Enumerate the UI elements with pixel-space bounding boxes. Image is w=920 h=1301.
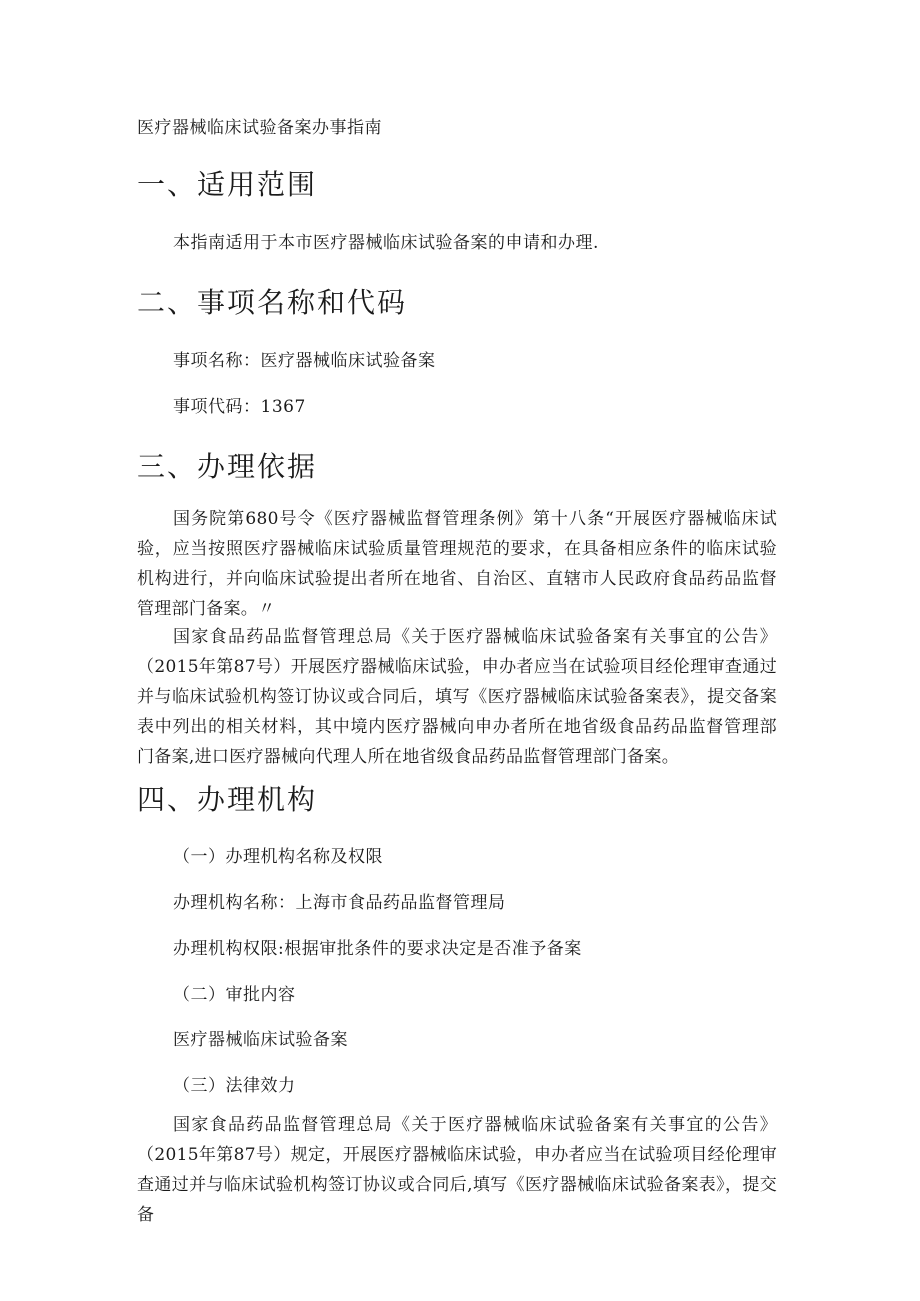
document-title: 医疗器械临床试验备案办事指南 xyxy=(137,118,382,138)
item-name-text: 事项名称：医疗器械临床试验备案 xyxy=(173,351,436,371)
legal-effect-paragraph: 国家食品药品监督管理总局《关于医疗器械临床试验备案有关事宜的公告》（2015年第87号）规定，开展医疗器械临床试验，申办者应当在试验项目经伦理审查通过并与临床试验机构签订协议或合同后,填写《医疗器械临床试验备案表》，提交备 xyxy=(137,1115,777,1225)
approval-content-text: 医疗器械临床试验备案 xyxy=(173,1030,348,1050)
subheading-agency-name: （一）办理机构名称及权限 xyxy=(173,847,383,867)
section-heading-item-name-code: 二、事项名称和代码 xyxy=(137,286,408,319)
section-heading-basis: 三、办理依据 xyxy=(137,450,318,483)
section-heading-scope: 一、适用范围 xyxy=(137,168,318,201)
item-code-text: 事项代码：1367 xyxy=(173,397,306,417)
subheading-approval-content: （二）审批内容 xyxy=(173,985,296,1005)
basis-paragraph-2: 国家食品药品监督管理总局《关于医疗器械临床试验备案有关事宜的公告》（2015年第87号）开展医疗器械临床试验，申办者应当在试验项目经伦理审查通过并与临床试验机构签订协议或合同后，填写《医疗器械临床试验备案表》，提交备案表中列出的相关材料，其中境内医疗器械向申办者所在地省级食品药品监督管理部门备案,进口医疗器械向代理人所在地省级食品药品监督管理部门备案。 xyxy=(137,627,777,767)
scope-text: 本指南适用于本市医疗器械临床试验备案的申请和办理. xyxy=(173,233,599,253)
agency-authority-text: 办理机构权限:根据审批条件的要求决定是否准予备案 xyxy=(173,939,582,959)
basis-paragraph-1: 国务院第680号令《医疗器械监督管理条例》第十八条“开展医疗器械临床试验，应当按照医疗器械临床试验质量管理规范的要求，在具备相应条件的临床试验机构进行，并向临床试验提出者所在地省、自治区、直辖市人民政府食品药品监督管理部门备案。〃 xyxy=(137,509,777,619)
subheading-legal-effect: （三）法律效力 xyxy=(173,1076,296,1096)
section-heading-agency: 四、办理机构 xyxy=(137,783,318,816)
agency-name-text: 办理机构名称：上海市食品药品监督管理局 xyxy=(173,893,506,913)
